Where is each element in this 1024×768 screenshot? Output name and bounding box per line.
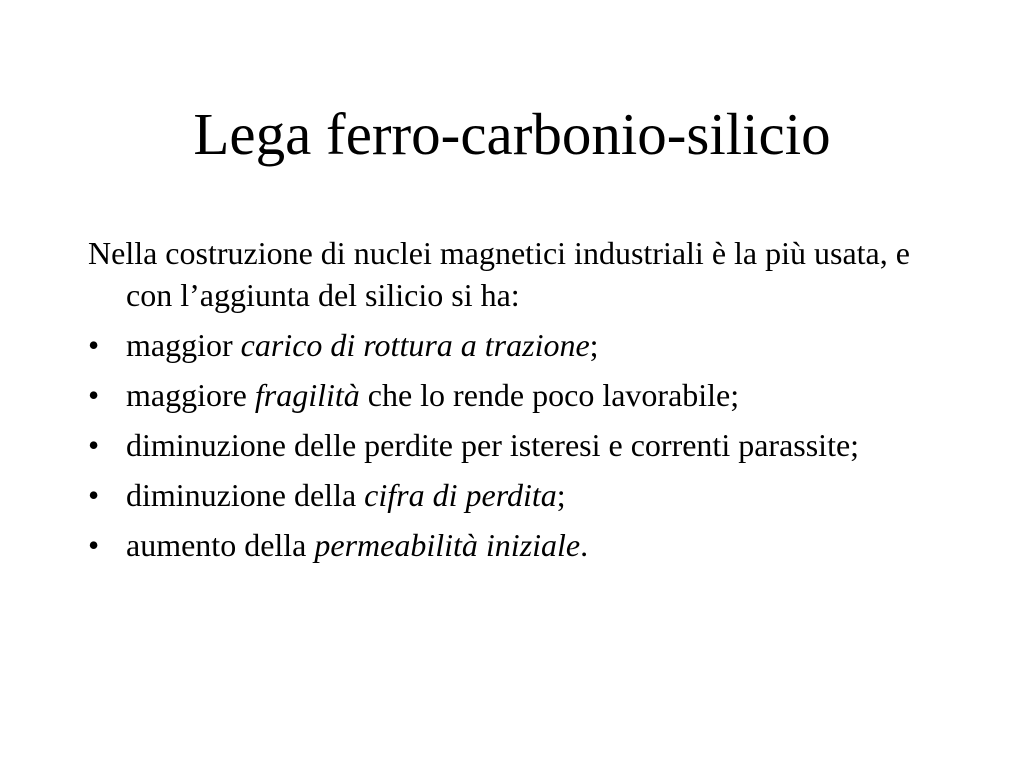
bullet-emphasis: carico di rottura a trazione	[240, 327, 590, 363]
bullet-icon: •	[88, 527, 100, 563]
bullet-icon: •	[88, 427, 100, 463]
bullet-item	[88, 324, 948, 366]
bullet-text-end: che lo rende poco lavorabile;	[359, 377, 740, 413]
bullet-item	[88, 424, 948, 466]
bullet-text: diminuzione delle perdite per isteresi e correnti parassite;	[126, 427, 860, 463]
intro-paragraph: Nella costruzione di nuclei magnetici industriali è la più usata, e con l’aggiunta del silicio si ha:	[88, 235, 910, 313]
bullet-icon: •	[88, 477, 100, 513]
bullet-text-end: ;	[589, 327, 599, 363]
bullet-text-end: .	[580, 527, 589, 563]
bullet-icon: •	[88, 377, 100, 413]
bullet-text-end: ;	[556, 477, 566, 513]
bullet-item	[88, 474, 948, 516]
bullet-item	[88, 524, 948, 566]
slide-body	[88, 232, 948, 574]
bullet-text: diminuzione della	[126, 477, 365, 513]
bullet-text: maggior	[126, 327, 241, 363]
slide-title: Lega ferro-carbonio-silicio	[193, 101, 831, 167]
bullet-text: maggiore	[126, 377, 255, 413]
bullet-list	[88, 324, 948, 566]
bullet-item	[88, 374, 948, 416]
bullet-emphasis: cifra di perdita	[364, 477, 557, 513]
bullet-icon: •	[88, 327, 100, 363]
bullet-text: aumento della	[126, 527, 315, 563]
bullet-emphasis: permeabilità iniziale	[314, 527, 581, 563]
bullet-emphasis: fragilità	[254, 377, 360, 413]
